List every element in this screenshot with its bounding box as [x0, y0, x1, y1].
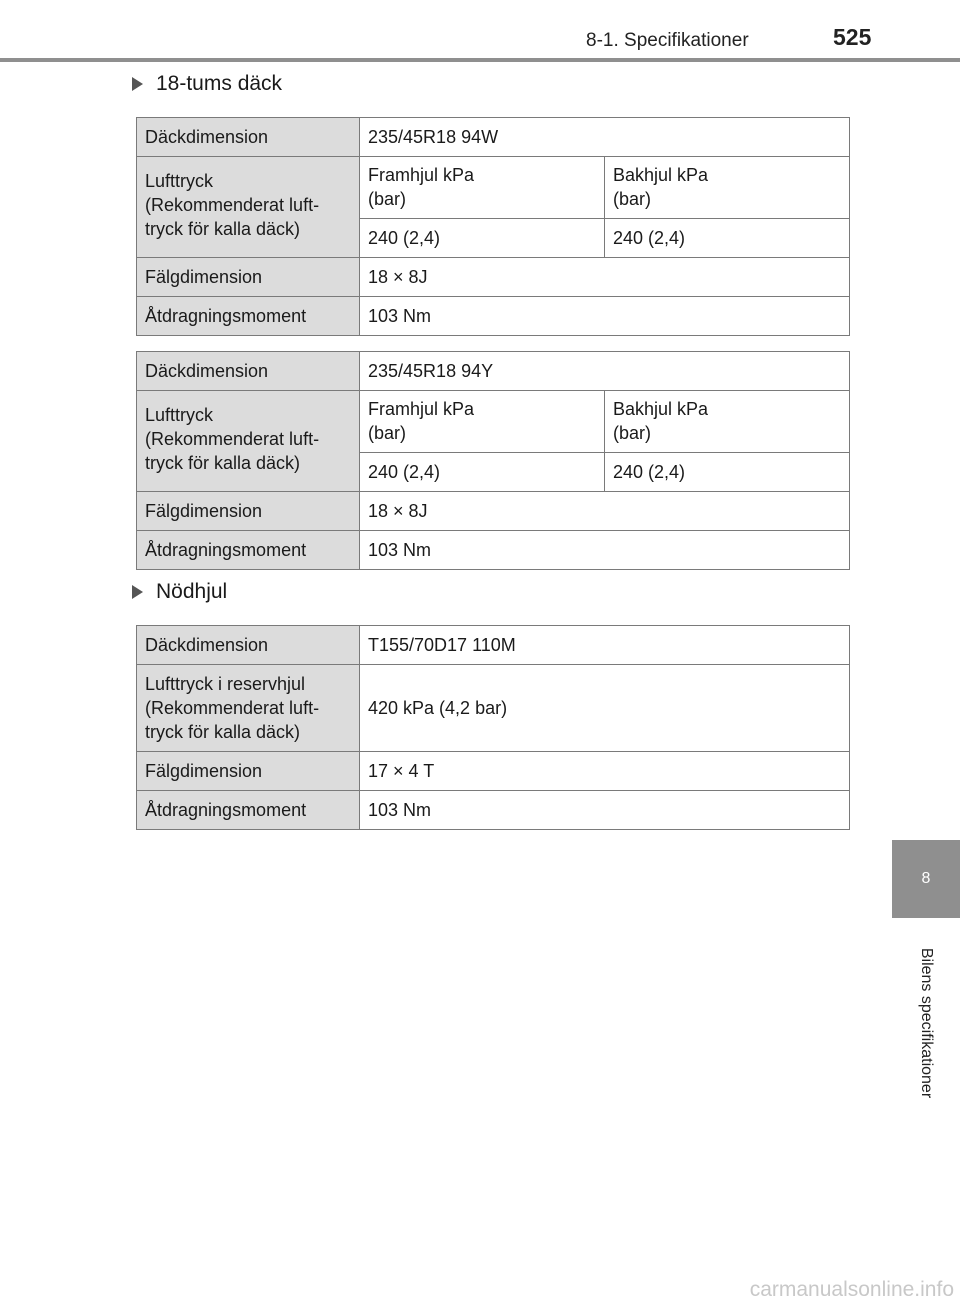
table-row: [137, 157, 850, 219]
torque-value: 103 Nm: [360, 791, 850, 830]
rear-wheel-header: Bakhjul kPa (bar): [605, 391, 850, 453]
torque-label: Åtdragningsmoment: [137, 531, 360, 570]
bullet-triangle-icon: [132, 77, 143, 91]
rim-size-value: 18 × 8J: [360, 492, 850, 531]
torque-value: 103 Nm: [360, 531, 850, 570]
pressure-label: Lufttryck (Rekommenderat luft- tryck för kalla däck): [137, 391, 360, 492]
spec-table-94y: [136, 351, 850, 570]
table-row: [137, 531, 850, 570]
rim-size-label: Fälgdimension: [137, 258, 360, 297]
section-heading-spare: [132, 580, 227, 604]
spec-table-spare: [136, 625, 850, 830]
tire-size-value: 235/45R18 94Y: [360, 352, 850, 391]
table-row: [137, 626, 850, 665]
torque-label: Åtdragningsmoment: [137, 791, 360, 830]
table-row: [137, 352, 850, 391]
rim-size-label: Fälgdimension: [137, 752, 360, 791]
tire-size-value: T155/70D17 110M: [360, 626, 850, 665]
header-divider: [0, 58, 960, 62]
table-row: [137, 791, 850, 830]
spec-table-94w: [136, 117, 850, 336]
bullet-triangle-icon: [132, 585, 143, 599]
chapter-number: 8: [921, 870, 931, 887]
chapter-title: Bilens specifikationer: [918, 947, 935, 1099]
section-heading-18-inch: [132, 72, 282, 96]
rear-wheel-value: 240 (2,4): [605, 453, 850, 492]
section-heading-label: Nödhjul: [156, 580, 228, 603]
torque-label: Åtdragningsmoment: [137, 297, 360, 336]
table-row: [137, 752, 850, 791]
watermark: carmanualsonline.info: [749, 1278, 954, 1301]
section-heading-label: 18-tums däck: [156, 72, 283, 95]
table-row: [137, 665, 850, 752]
rear-wheel-header: Bakhjul kPa (bar): [605, 157, 850, 219]
tire-size-label: Däckdimension: [137, 352, 360, 391]
torque-value: 103 Nm: [360, 297, 850, 336]
rim-size-value: 17 × 4 T: [360, 752, 850, 791]
page-number: 525: [833, 24, 872, 50]
tire-size-value: 235/45R18 94W: [360, 118, 850, 157]
front-wheel-header: Framhjul kPa (bar): [360, 391, 605, 453]
pressure-value: 420 kPa (4,2 bar): [360, 665, 850, 752]
table-row: [137, 391, 850, 453]
tire-size-label: Däckdimension: [137, 118, 360, 157]
front-wheel-value: 240 (2,4): [360, 453, 605, 492]
pressure-label: Lufttryck i reservhjul (Rekommenderat luft- tryck för kalla däck): [137, 665, 360, 752]
table-row: [137, 258, 850, 297]
table-row: [137, 492, 850, 531]
pressure-label: Lufttryck (Rekommenderat luft- tryck för kalla däck): [137, 157, 360, 258]
table-row: [137, 297, 850, 336]
section-title: 8-1. Specifikationer: [586, 30, 749, 51]
front-wheel-header: Framhjul kPa (bar): [360, 157, 605, 219]
rear-wheel-value: 240 (2,4): [605, 219, 850, 258]
table-row: [137, 118, 850, 157]
chapter-title-wrap: [892, 928, 960, 1118]
rim-size-label: Fälgdimension: [137, 492, 360, 531]
chapter-tab[interactable]: [892, 840, 960, 918]
rim-size-value: 18 × 8J: [360, 258, 850, 297]
front-wheel-value: 240 (2,4): [360, 219, 605, 258]
tire-size-label: Däckdimension: [137, 626, 360, 665]
